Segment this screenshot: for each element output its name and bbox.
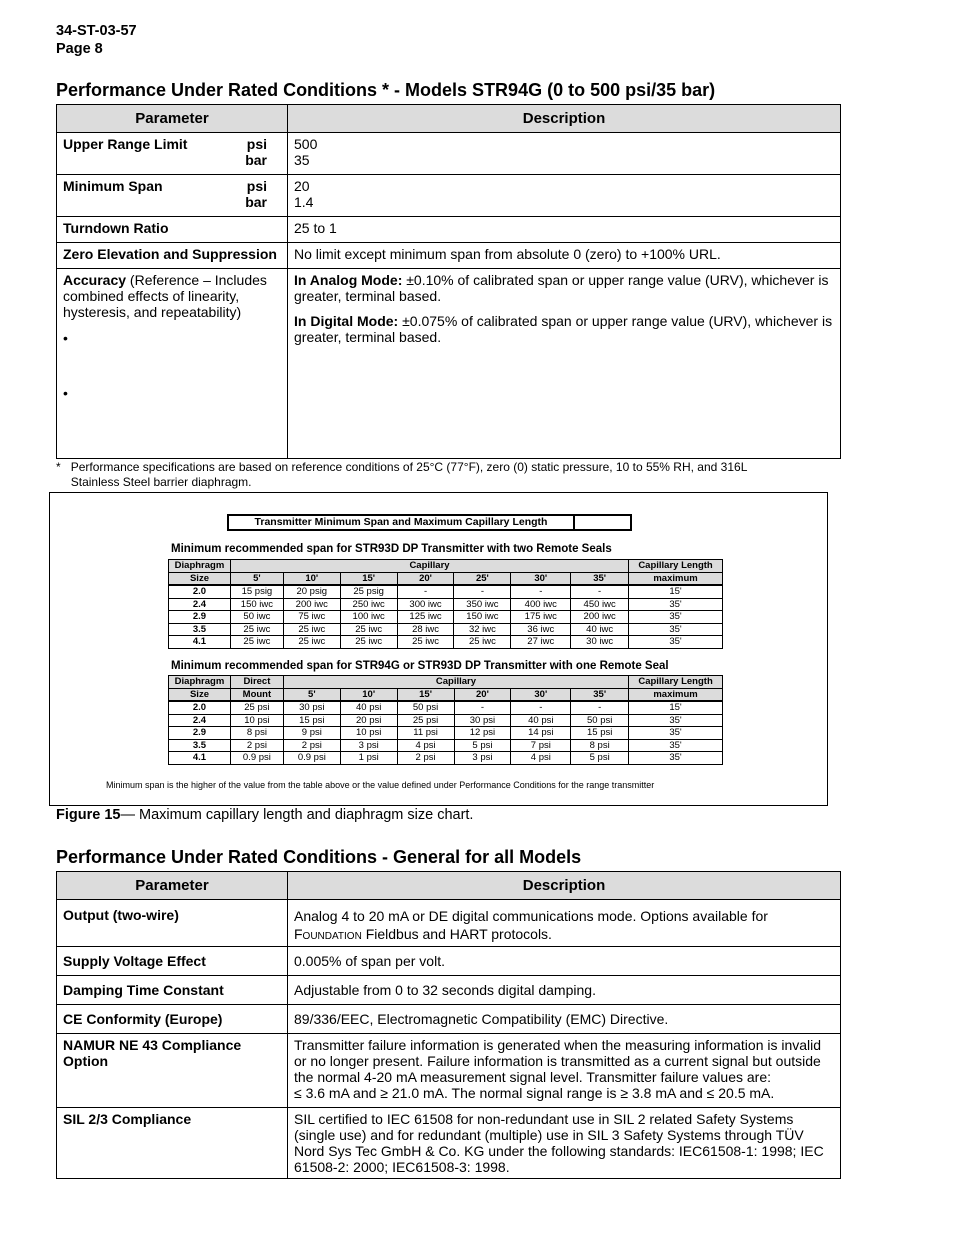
table2-cell: 50 psi: [397, 701, 454, 714]
section2-title: Performance Under Rated Conditions - General for all Models: [56, 847, 582, 867]
output-foundation: Foundation: [294, 926, 362, 942]
table1-cell: 50 iwc: [230, 611, 283, 624]
table2-cell: 12 psi: [454, 727, 511, 740]
table1-cell: -: [571, 585, 629, 598]
table1-cell: 100 iwc: [340, 611, 397, 624]
table1-cell: 27 iwc: [511, 636, 571, 649]
zero-elevation-param: Zero Elevation and Suppression: [57, 243, 288, 269]
table1-cell: 25 iwc: [340, 636, 397, 649]
table1-cell: 200 iwc: [283, 598, 340, 611]
digital-mode-label: In Digital Mode:: [294, 313, 399, 329]
table2-cell: 5 psi: [454, 739, 511, 752]
t1-h-diaphragm: Diaphragm: [169, 560, 231, 573]
t2-h-diaphragm: Diaphragm: [169, 676, 231, 689]
table2-cell: 4.1: [169, 752, 231, 765]
output-text-2: Fieldbus and HART protocols.: [361, 926, 552, 942]
table2-cell: 5 psi: [571, 752, 629, 765]
table1-cell: 25 iwc: [230, 636, 283, 649]
table2-cell: 2.0: [169, 701, 231, 714]
supply-voltage-value: 0.005% of span per volt.: [288, 947, 841, 976]
page-number: Page 8: [56, 41, 103, 57]
table2-cell: 0.9 psi: [230, 752, 283, 765]
table1-cell: 40 iwc: [571, 623, 629, 636]
table1-cell: 30 iwc: [571, 636, 629, 649]
table1-row: [169, 611, 723, 624]
table1-cell: 15 psig: [230, 585, 283, 598]
table1-cell: 4.1: [169, 636, 231, 649]
accuracy-bullet-2: •: [63, 385, 68, 401]
analog-mode-text: ±0.10% of calibrated span or upper range value (URV), whichever is greater, terminal based.: [294, 272, 829, 304]
table1-cell: 150 iwc: [454, 611, 511, 624]
table2-cell: 11 psi: [397, 727, 454, 740]
table1-cell: 2.4: [169, 598, 231, 611]
namur-value: Transmitter failure information is generated when the measuring information is invalid or no longer present. Failure information is transmitted as a current signal but outside the normal 4-20 mA measurement signal level. Transmitter failure values are: ≤ 3.6 mA and ≥ 21.0 mA. The normal signal range is ≥ 3.8 mA and ≤ 20.5 mA.: [288, 1034, 841, 1108]
table2-subheader: Size: [169, 688, 231, 701]
table2-row: [169, 701, 723, 714]
table1-cell: 25 iwc: [340, 623, 397, 636]
figure-title-box: [227, 514, 632, 531]
table2-subheader: 5': [283, 688, 340, 701]
table2-cell: 3 psi: [454, 752, 511, 765]
table2-cell: 35': [629, 714, 723, 727]
col-parameter-header-2: Parameter: [57, 872, 288, 900]
table1-row: [169, 636, 723, 649]
table1-row: [169, 598, 723, 611]
table1: [168, 559, 723, 649]
table2-cell: 35': [629, 739, 723, 752]
ce-conformity-value: 89/336/EEC, Electromagnetic Compatibility (EMC) Directive.: [288, 1005, 841, 1034]
table1-cell: 28 iwc: [397, 623, 454, 636]
table2-cell: 35': [629, 727, 723, 740]
table2-cell: 25 psi: [397, 714, 454, 727]
table1-cell: 35': [629, 623, 723, 636]
output-param: Output (two-wire): [57, 900, 288, 947]
table2-cell: 10 psi: [340, 727, 397, 740]
table1-cell: 35': [629, 611, 723, 624]
table2-cell: 14 psi: [511, 727, 571, 740]
ce-conformity-param: CE Conformity (Europe): [57, 1005, 288, 1034]
figure-caption: [56, 807, 473, 823]
table2-cell: 1 psi: [340, 752, 397, 765]
table1-cell: 400 iwc: [511, 598, 571, 611]
digital-mode-text: ±0.075% of calibrated span or upper range value (URV), whichever is greater, terminal based.: [294, 313, 833, 345]
section1-title: Performance Under Rated Conditions * - Models STR94G (0 to 500 psi/35 bar): [56, 80, 716, 100]
table1-subheader: Size: [169, 572, 231, 585]
table2-cell: 3.5: [169, 739, 231, 752]
table2-cell: 2.9: [169, 727, 231, 740]
span-units: psi bar: [245, 178, 267, 210]
table2-row: [169, 752, 723, 765]
supply-voltage-param: Supply Voltage Effect: [57, 947, 288, 976]
output-text-1: Analog 4 to 20 mA or DE digital communications mode. Options available for: [294, 908, 768, 924]
table1-cell: -: [511, 585, 571, 598]
table1-cell: 2.9: [169, 611, 231, 624]
damping-param: Damping Time Constant: [57, 976, 288, 1005]
table1-cell: 20 psig: [283, 585, 340, 598]
table2-cell: -: [511, 701, 571, 714]
upper-range-limit-param: [57, 133, 288, 175]
table2-cell: 40 psi: [511, 714, 571, 727]
col-parameter-header: Parameter: [57, 105, 288, 133]
minimum-span-value: 20 1.4: [288, 175, 841, 217]
table1-cell: 25 iwc: [283, 636, 340, 649]
table1-cell: 35': [629, 636, 723, 649]
accuracy-note: (Reference – Includes combined effects of linearity, hysteresis, and repeatability): [63, 272, 267, 320]
table2-cell: 2 psi: [283, 739, 340, 752]
table1-cell: 75 iwc: [283, 611, 340, 624]
document-id: 34-ST-03-57: [56, 23, 137, 39]
accuracy-bullet-1: •: [63, 330, 68, 346]
table1-cell: -: [454, 585, 511, 598]
table1-subheader: 35': [571, 572, 629, 585]
sil-param: SIL 2/3 Compliance: [57, 1108, 288, 1179]
upper-range-limit-value: 500 35: [288, 133, 841, 175]
url-units: psi bar: [245, 136, 267, 168]
table2-subheader: 10': [340, 688, 397, 701]
footnote: [56, 460, 776, 489]
analog-mode-label: In Analog Mode:: [294, 272, 403, 288]
table2-cell: 35': [629, 752, 723, 765]
t1-h-capillary: Capillary: [230, 560, 628, 573]
footnote-text: Performance specifications are based on reference conditions of 25°C (77°F), zero (0) static pressure, 10 to 55% RH, and 316L Stainless Steel barrier diaphragm.: [70, 460, 747, 489]
table1-cell: 250 iwc: [340, 598, 397, 611]
url-label: Upper Range Limit: [63, 136, 188, 152]
table2-subheader: 35': [571, 688, 629, 701]
table1-subheader: 30': [511, 572, 571, 585]
table1-subheader: 5': [230, 572, 283, 585]
table2-cell: 15': [629, 701, 723, 714]
table1-cell: 36 iwc: [511, 623, 571, 636]
table2-cell: 15 psi: [283, 714, 340, 727]
table2-cell: 4 psi: [511, 752, 571, 765]
table2-cell: 50 psi: [571, 714, 629, 727]
accuracy-param: [57, 269, 288, 459]
table2-cell: 40 psi: [340, 701, 397, 714]
table2-cell: 2.4: [169, 714, 231, 727]
table2-cell: 8 psi: [571, 739, 629, 752]
table2-cell: 2 psi: [230, 739, 283, 752]
table2-cell: 4 psi: [397, 739, 454, 752]
table1-row: [169, 623, 723, 636]
damping-value: Adjustable from 0 to 32 seconds digital damping.: [288, 976, 841, 1005]
table1-cell: 35': [629, 598, 723, 611]
t2-h-direct: Direct: [230, 676, 283, 689]
turndown-ratio-value: 25 to 1: [288, 217, 841, 243]
section1-table: [56, 104, 841, 459]
table1-cell: 200 iwc: [571, 611, 629, 624]
table1-subheader: 15': [340, 572, 397, 585]
col-description-header: Description: [288, 105, 841, 133]
table2-row: [169, 714, 723, 727]
figure-caption-label: Figure 15: [56, 807, 121, 823]
table2-cell: 15 psi: [571, 727, 629, 740]
figure-note: Minimum span is the higher of the value from the table above or the value defined under Performance Conditions for the range transmitter: [106, 780, 655, 790]
table2-title: Minimum recommended span for STR94G or STR93D DP Transmitter with one Remote Seal: [171, 660, 669, 672]
figure-caption-text: — Maximum capillary length and diaphragm size chart.: [120, 807, 474, 823]
output-value: [288, 900, 841, 947]
table2: [168, 675, 723, 765]
accuracy-value: [288, 269, 841, 459]
table1-subheader: 20': [397, 572, 454, 585]
table2-subheader: maximum: [629, 688, 723, 701]
table2-row: [169, 727, 723, 740]
table2-cell: -: [454, 701, 511, 714]
table1-cell: 25 iwc: [454, 636, 511, 649]
table2-cell: 8 psi: [230, 727, 283, 740]
footnote-star: *: [56, 460, 61, 474]
namur-param: NAMUR NE 43 Compliance Option: [57, 1034, 288, 1108]
table2-cell: 25 psi: [230, 701, 283, 714]
table2-cell: 7 psi: [511, 739, 571, 752]
table2-cell: -: [571, 701, 629, 714]
table1-cell: 125 iwc: [397, 611, 454, 624]
table1-cell: 2.0: [169, 585, 231, 598]
table2-cell: 30 psi: [454, 714, 511, 727]
table2-subheader: 20': [454, 688, 511, 701]
table2-cell: 9 psi: [283, 727, 340, 740]
table1-subheader: 10': [283, 572, 340, 585]
table1-row: [169, 585, 723, 598]
table1-title: Minimum recommended span for STR93D DP Transmitter with two Remote Seals: [171, 543, 612, 555]
table1-cell: 25 iwc: [397, 636, 454, 649]
table2-row: [169, 739, 723, 752]
table1-cell: 15': [629, 585, 723, 598]
table1-cell: 350 iwc: [454, 598, 511, 611]
table2-cell: 10 psi: [230, 714, 283, 727]
table1-cell: 175 iwc: [511, 611, 571, 624]
page-header: [56, 22, 137, 58]
table1-cell: 3.5: [169, 623, 231, 636]
table1-cell: -: [397, 585, 454, 598]
sil-value: SIL certified to IEC 61508 for non-redundant use in SIL 2 related Safety Systems (single use) and for redundant (multiple) use in SIL 3 Safety Systems through TÜV Nord Sys Tec GmbH & Co. KG under the following standards: IEC61508-1: 1998; IEC 61508-2: 2000; IEC61508-3: 1998.: [288, 1108, 841, 1179]
table1-subheader: maximum: [629, 572, 723, 585]
table2-cell: 20 psi: [340, 714, 397, 727]
table1-subheader: 25': [454, 572, 511, 585]
table1-cell: 300 iwc: [397, 598, 454, 611]
accuracy-label: Accuracy: [63, 272, 127, 288]
section2-table: [56, 871, 841, 1179]
col-description-header-2: Description: [288, 872, 841, 900]
table1-cell: 25 iwc: [283, 623, 340, 636]
minimum-span-param: [57, 175, 288, 217]
table2-subheader: Mount: [230, 688, 283, 701]
table1-cell: 450 iwc: [571, 598, 629, 611]
table2-cell: 0.9 psi: [283, 752, 340, 765]
span-label: Minimum Span: [63, 178, 163, 194]
table2-subheader: 30': [511, 688, 571, 701]
table1-cell: 150 iwc: [230, 598, 283, 611]
table2-cell: 3 psi: [340, 739, 397, 752]
t2-h-capillary: Capillary: [283, 676, 628, 689]
figure-box: [49, 492, 828, 806]
table2-cell: 2 psi: [397, 752, 454, 765]
figure-title: Transmitter Minimum Span and Maximum Capillary Length: [229, 516, 575, 529]
table1-cell: 32 iwc: [454, 623, 511, 636]
t2-h-cap-length: Capillary Length: [629, 676, 723, 689]
table2-cell: 30 psi: [283, 701, 340, 714]
turndown-ratio-param: Turndown Ratio: [57, 217, 288, 243]
table1-cell: 25 iwc: [230, 623, 283, 636]
table2-subheader: 15': [397, 688, 454, 701]
zero-elevation-value: No limit except minimum span from absolute 0 (zero) to +100% URL.: [288, 243, 841, 269]
table1-cell: 25 psig: [340, 585, 397, 598]
t1-h-cap-length: Capillary Length: [629, 560, 723, 573]
